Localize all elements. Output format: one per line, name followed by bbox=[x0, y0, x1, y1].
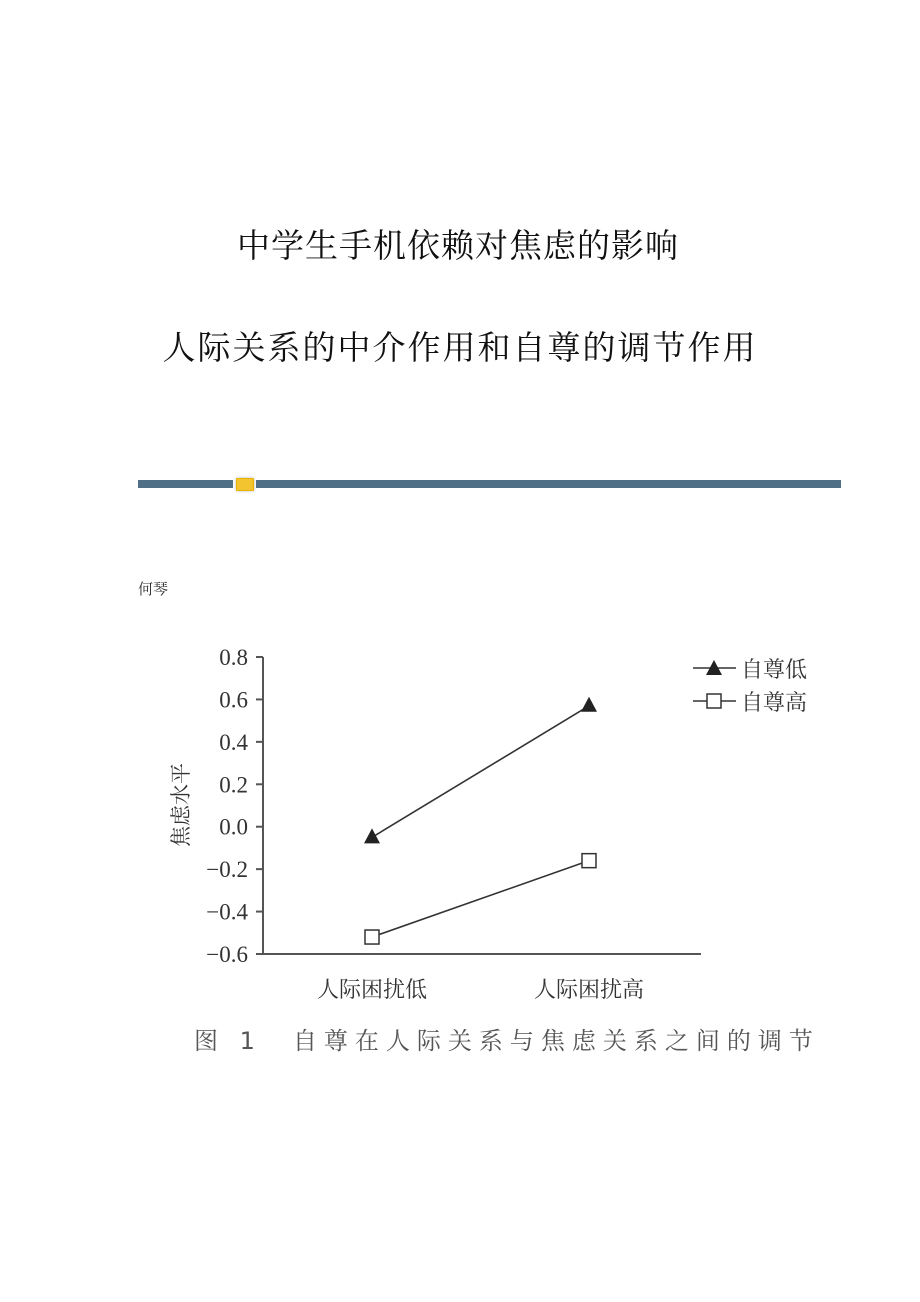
y-tick-label: −0.6 bbox=[206, 942, 248, 967]
figure-caption: 图 1 自尊在人际关系与焦虑关系之间的调节 bbox=[194, 1027, 820, 1055]
y-axis-ticks bbox=[256, 657, 263, 954]
y-tick-label: 0.8 bbox=[219, 645, 248, 670]
square-marker-icon bbox=[582, 854, 596, 868]
y-tick-label: 0.6 bbox=[219, 687, 248, 713]
chart-series bbox=[364, 697, 597, 944]
legend bbox=[693, 658, 807, 716]
legend-label-high-self-esteem: 自尊高 bbox=[741, 691, 808, 716]
triangle-marker-icon bbox=[364, 828, 380, 843]
y-tick-label: −0.4 bbox=[206, 899, 248, 925]
square-marker-icon bbox=[707, 694, 721, 708]
x-tick-label-high: 人际困扰高 bbox=[533, 978, 645, 1003]
y-tick-label: 0.0 bbox=[219, 814, 248, 840]
document-title: 中学生手机依赖对焦虑的影响 bbox=[237, 226, 679, 265]
author-name: 何琴 bbox=[138, 580, 169, 598]
y-axis-tick-labels bbox=[206, 645, 248, 967]
series-line bbox=[372, 706, 589, 838]
y-tick-label: 0.4 bbox=[219, 729, 248, 755]
y-tick-label: −0.2 bbox=[206, 857, 248, 883]
triangle-marker-icon bbox=[581, 697, 597, 712]
y-tick-label: 0.2 bbox=[219, 772, 248, 798]
legend-label-low-self-esteem: 自尊低 bbox=[741, 658, 808, 683]
y-axis-title: 焦虑水平 bbox=[169, 763, 193, 847]
square-marker-icon bbox=[365, 930, 379, 944]
x-tick-label-low: 人际困扰低 bbox=[316, 978, 428, 1003]
document-subtitle: 人际关系的中介作用和自尊的调节作用 bbox=[162, 328, 758, 367]
series-line bbox=[372, 861, 589, 937]
